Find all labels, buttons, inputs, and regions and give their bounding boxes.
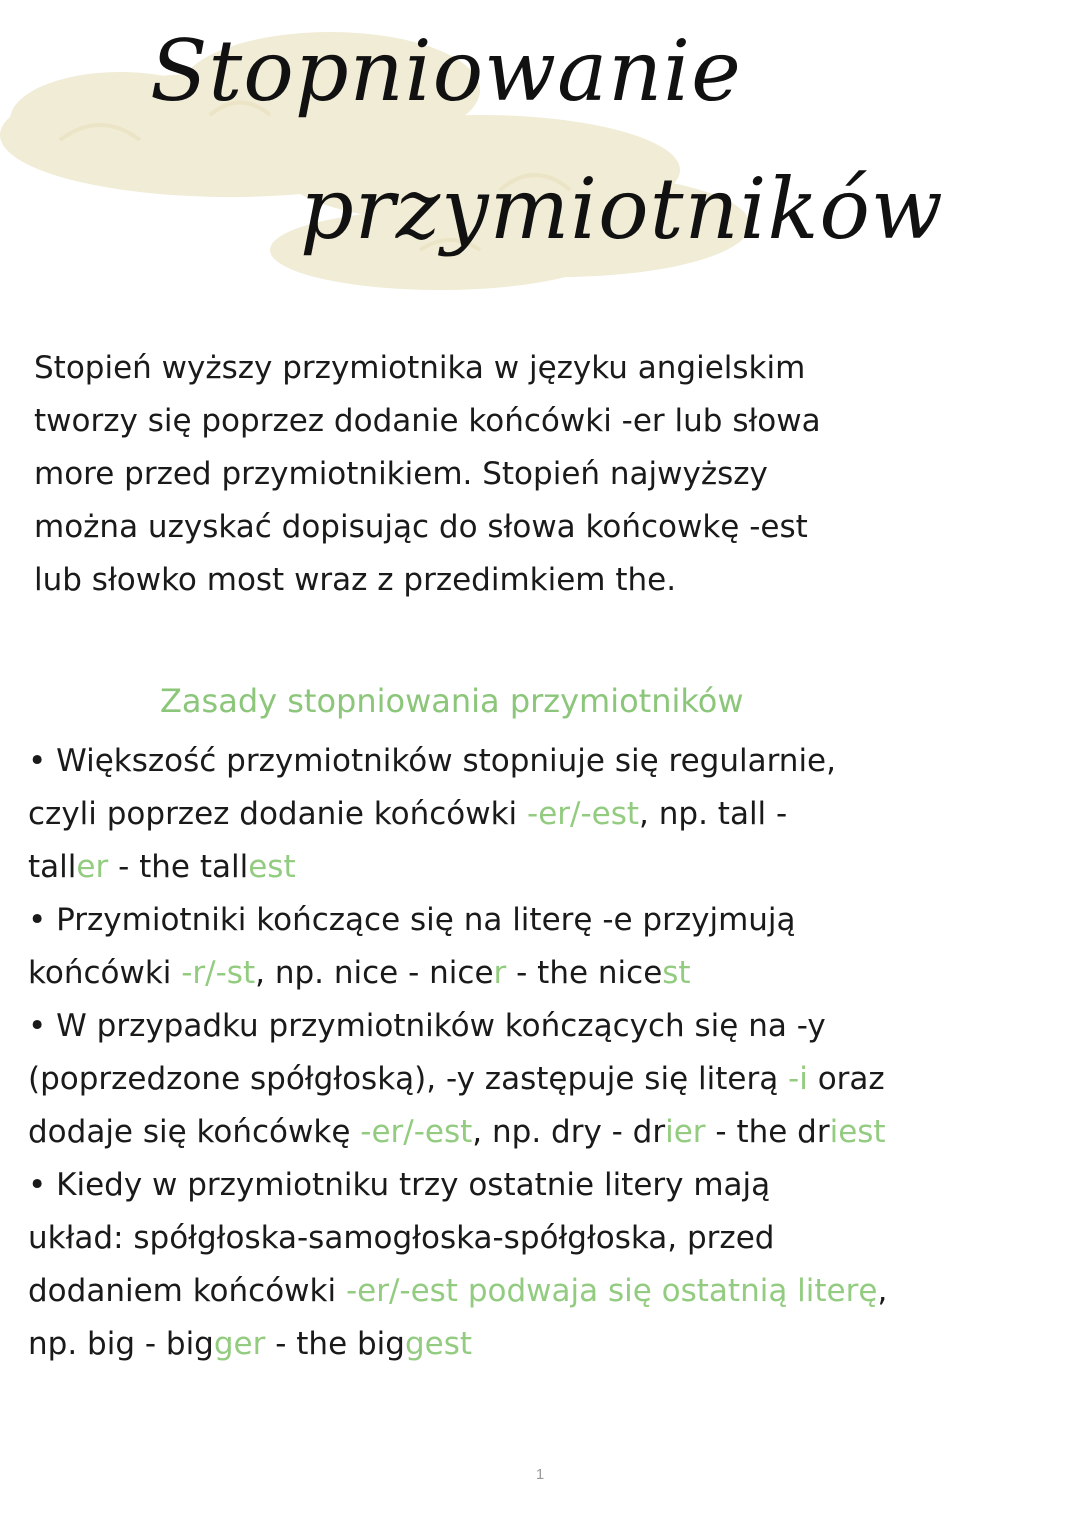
suffix-highlight: -r/-st: [181, 955, 256, 991]
intro-line: Stopień wyższy przymiotnika w języku angielskim: [34, 350, 806, 386]
suffix-highlight: ier: [665, 1114, 706, 1150]
intro-paragraph: [34, 342, 1034, 607]
rule-3-line-1: • W przypadku przymiotników kończących się na -y: [28, 1008, 826, 1044]
intro-line: tworzy się poprzez dodanie końcówki -er lub słowa: [34, 403, 821, 439]
suffix-highlight: iest: [829, 1114, 886, 1150]
intro-line: można uzyskać dopisując do słowa końcowkę -est: [34, 509, 808, 545]
rule-3-line-3: dodaje się końcówkę -er/-est, np. dry - drier - the driest: [28, 1114, 886, 1150]
rule-4-line-1: • Kiedy w przymiotniku trzy ostatnie litery mają: [28, 1167, 771, 1203]
rule-2-line-2: końcówki -r/-st, np. nice - nicer - the nicest: [28, 955, 691, 991]
suffix-highlight: -i: [788, 1061, 808, 1097]
title-line-2: przymiotników: [300, 160, 944, 258]
suffix-highlight: -er/-est: [527, 796, 640, 832]
rule-4-line-2: układ: spółgłoska-samogłoska-spółgłoska, przed: [28, 1220, 775, 1256]
rule-2-line-1: • Przymiotniki kończące się na literę -e przyjmują: [28, 902, 796, 938]
suffix-highlight: gest: [404, 1326, 473, 1362]
suffix-highlight: er: [76, 849, 109, 885]
intro-line: lub słowko most wraz z przedimkiem the.: [34, 562, 677, 598]
section-heading: Zasady stopniowania przymiotników: [160, 682, 744, 720]
suffix-highlight: est: [248, 849, 296, 885]
rule-3-line-2: (poprzedzone spółgłoską), -y zastępuje się literą -i oraz: [28, 1061, 885, 1097]
suffix-highlight: -er/-est podwaja się ostatnią literę: [345, 1273, 878, 1309]
suffix-highlight: -er/-est: [360, 1114, 473, 1150]
rule-1-line-1: • Większość przymiotników stopniuje się regularnie,: [28, 743, 836, 779]
rule-4-line-3: dodaniem końcówki -er/-est podwaja się ostatnią literę,: [28, 1273, 888, 1309]
page-number: 1: [535, 1466, 545, 1483]
suffix-highlight: ger: [213, 1326, 266, 1362]
suffix-highlight: r: [493, 955, 507, 991]
rules-list: [28, 735, 1058, 1371]
suffix-highlight: st: [662, 955, 691, 991]
rule-4-line-4: np. big - bigger - the biggest: [28, 1326, 473, 1362]
rule-1-line-2: czyli poprzez dodanie końcówki -er/-est, np. tall -: [28, 796, 788, 832]
rule-1-line-3: taller - the tallest: [28, 849, 296, 885]
intro-line: more przed przymiotnikiem. Stopień najwyższy: [34, 456, 768, 492]
title-line-1: Stopniowanie: [150, 22, 742, 120]
